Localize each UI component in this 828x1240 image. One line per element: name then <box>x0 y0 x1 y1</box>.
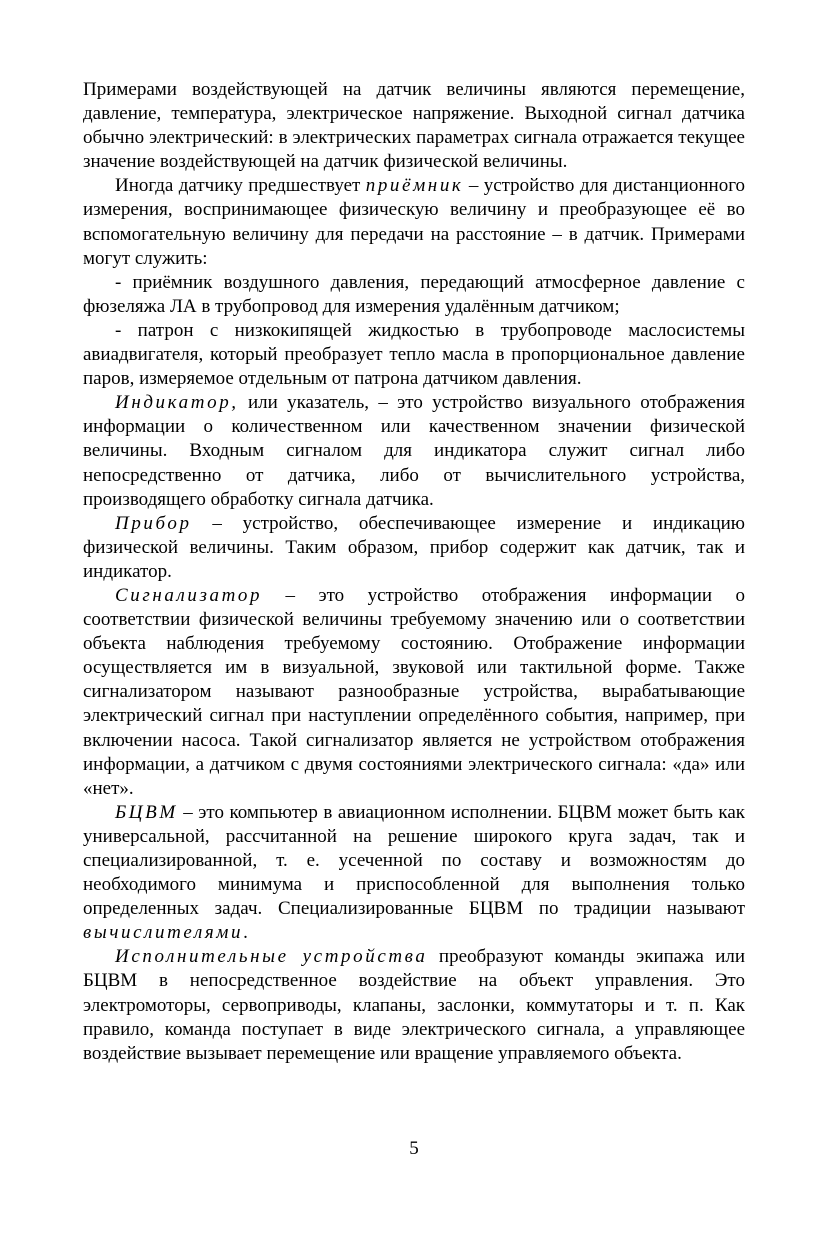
paragraph-actuators <box>83 945 745 1065</box>
paragraph-annunciator-definition: – это устройство отображения информации о соответствии физической величины требуемому значению или о соответствии объекта наблюдения требуемому состоянию. Отображение информации осуществляется им в визуальной, звуковой или тактильной форме. Также сигнализатором называют разнообразные устройства, вырабатывающие электрический сигнал при наступлении определённого события, например, при включении насоса. Такой сигнализатор является не устройством отображения информации, а датчиком с двумя состояниями электрического сигнала: «да» или «нет». <box>83 584 745 799</box>
paragraph-receiver <box>83 174 745 270</box>
page-number: 5 <box>409 1138 419 1159</box>
paragraph-onboard-computer-definition: – это компьютер в авиационном исполнении. БЦВМ может быть как универсальной, рассчитанной на решение широкого круга задач, так и специализированной, т. е. усеченной по составу и возможностям до необходимого минимума и приспособленной для выполнения только определенных задач. Специализированные БЦВМ по традиции называют <box>83 801 745 920</box>
term-actuators: Исполнительные устройства <box>115 946 428 968</box>
paragraph-onboard-computer <box>83 801 745 946</box>
term-annunciator: Сигнализатор <box>115 584 263 606</box>
paragraph-indicator-definition: или указатель, – это устройство визуального отображения информации о количественном или качественном значении физической величины. Входным сигналом для индикатора служит сигнал либо непосредственно от датчика, либо от вычислительного устройства, производящего обработку сигнала датчика. <box>83 392 745 510</box>
list-item-air-pressure-receiver: - приёмник воздушного давления, передающий атмосферное давление с фюзеляжа ЛА в трубопровод для измерения удалённым датчиком; <box>83 271 745 317</box>
term-instrument: Прибор <box>115 512 192 534</box>
term-calculators: вычислителями <box>83 922 244 944</box>
term-receiver: приёмник <box>365 175 464 197</box>
paragraph-receiver-definition: – устройство для дистанционного измерения, воспринимающее физическую величину и преобразующее её во вспомогательную величину для передачи на расстояние – в датчик. Примерами могут служить: <box>83 175 746 269</box>
paragraph-annunciator <box>83 584 745 801</box>
page-body <box>83 78 745 1066</box>
list-item-oil-cartridge: - патрон с низкокипящей жидкостью в трубопроводе маслосистемы авиадвигателя, который преобразует тепло масла в пропорциональное давление паров, измеряемое отдельным от патрона датчиком давления. <box>83 319 745 390</box>
paragraph-sensor-examples: Примерами воздействующей на датчик величины являются перемещение, давление, температура, электрическое напряжение. Выходной сигнал датчика обычно электрический: в электрических параметрах сигнала отражается текущее значение воздействующей на датчик физической величины. <box>83 79 745 173</box>
paragraph-indicator <box>83 391 745 511</box>
term-indicator: Индикатор, <box>115 392 239 414</box>
term-onboard-computer: БЦВМ <box>115 801 178 823</box>
paragraph-instrument-definition: – устройство, обеспечивающее измерение и индикацию физической величины. Таким образом, прибор содержит как датчик, так и индикатор. <box>83 512 745 582</box>
paragraph-actuators-definition: преобразуют команды экипажа или БЦВМ в непосредственное воздействие на объект управления. Это электромоторы, сервоприводы, клапаны, заслонки, коммутаторы и т. п. Как правило, команда поступает в виде электрического сигнала, а управляющее воздействие вызывает перемещение или вращение управляемого объекта. <box>83 946 746 1064</box>
paragraph-receiver-lead: Иногда датчику предшествует <box>115 175 366 197</box>
paragraph-instrument <box>83 512 745 584</box>
paragraph-onboard-computer-end: . <box>243 922 248 944</box>
